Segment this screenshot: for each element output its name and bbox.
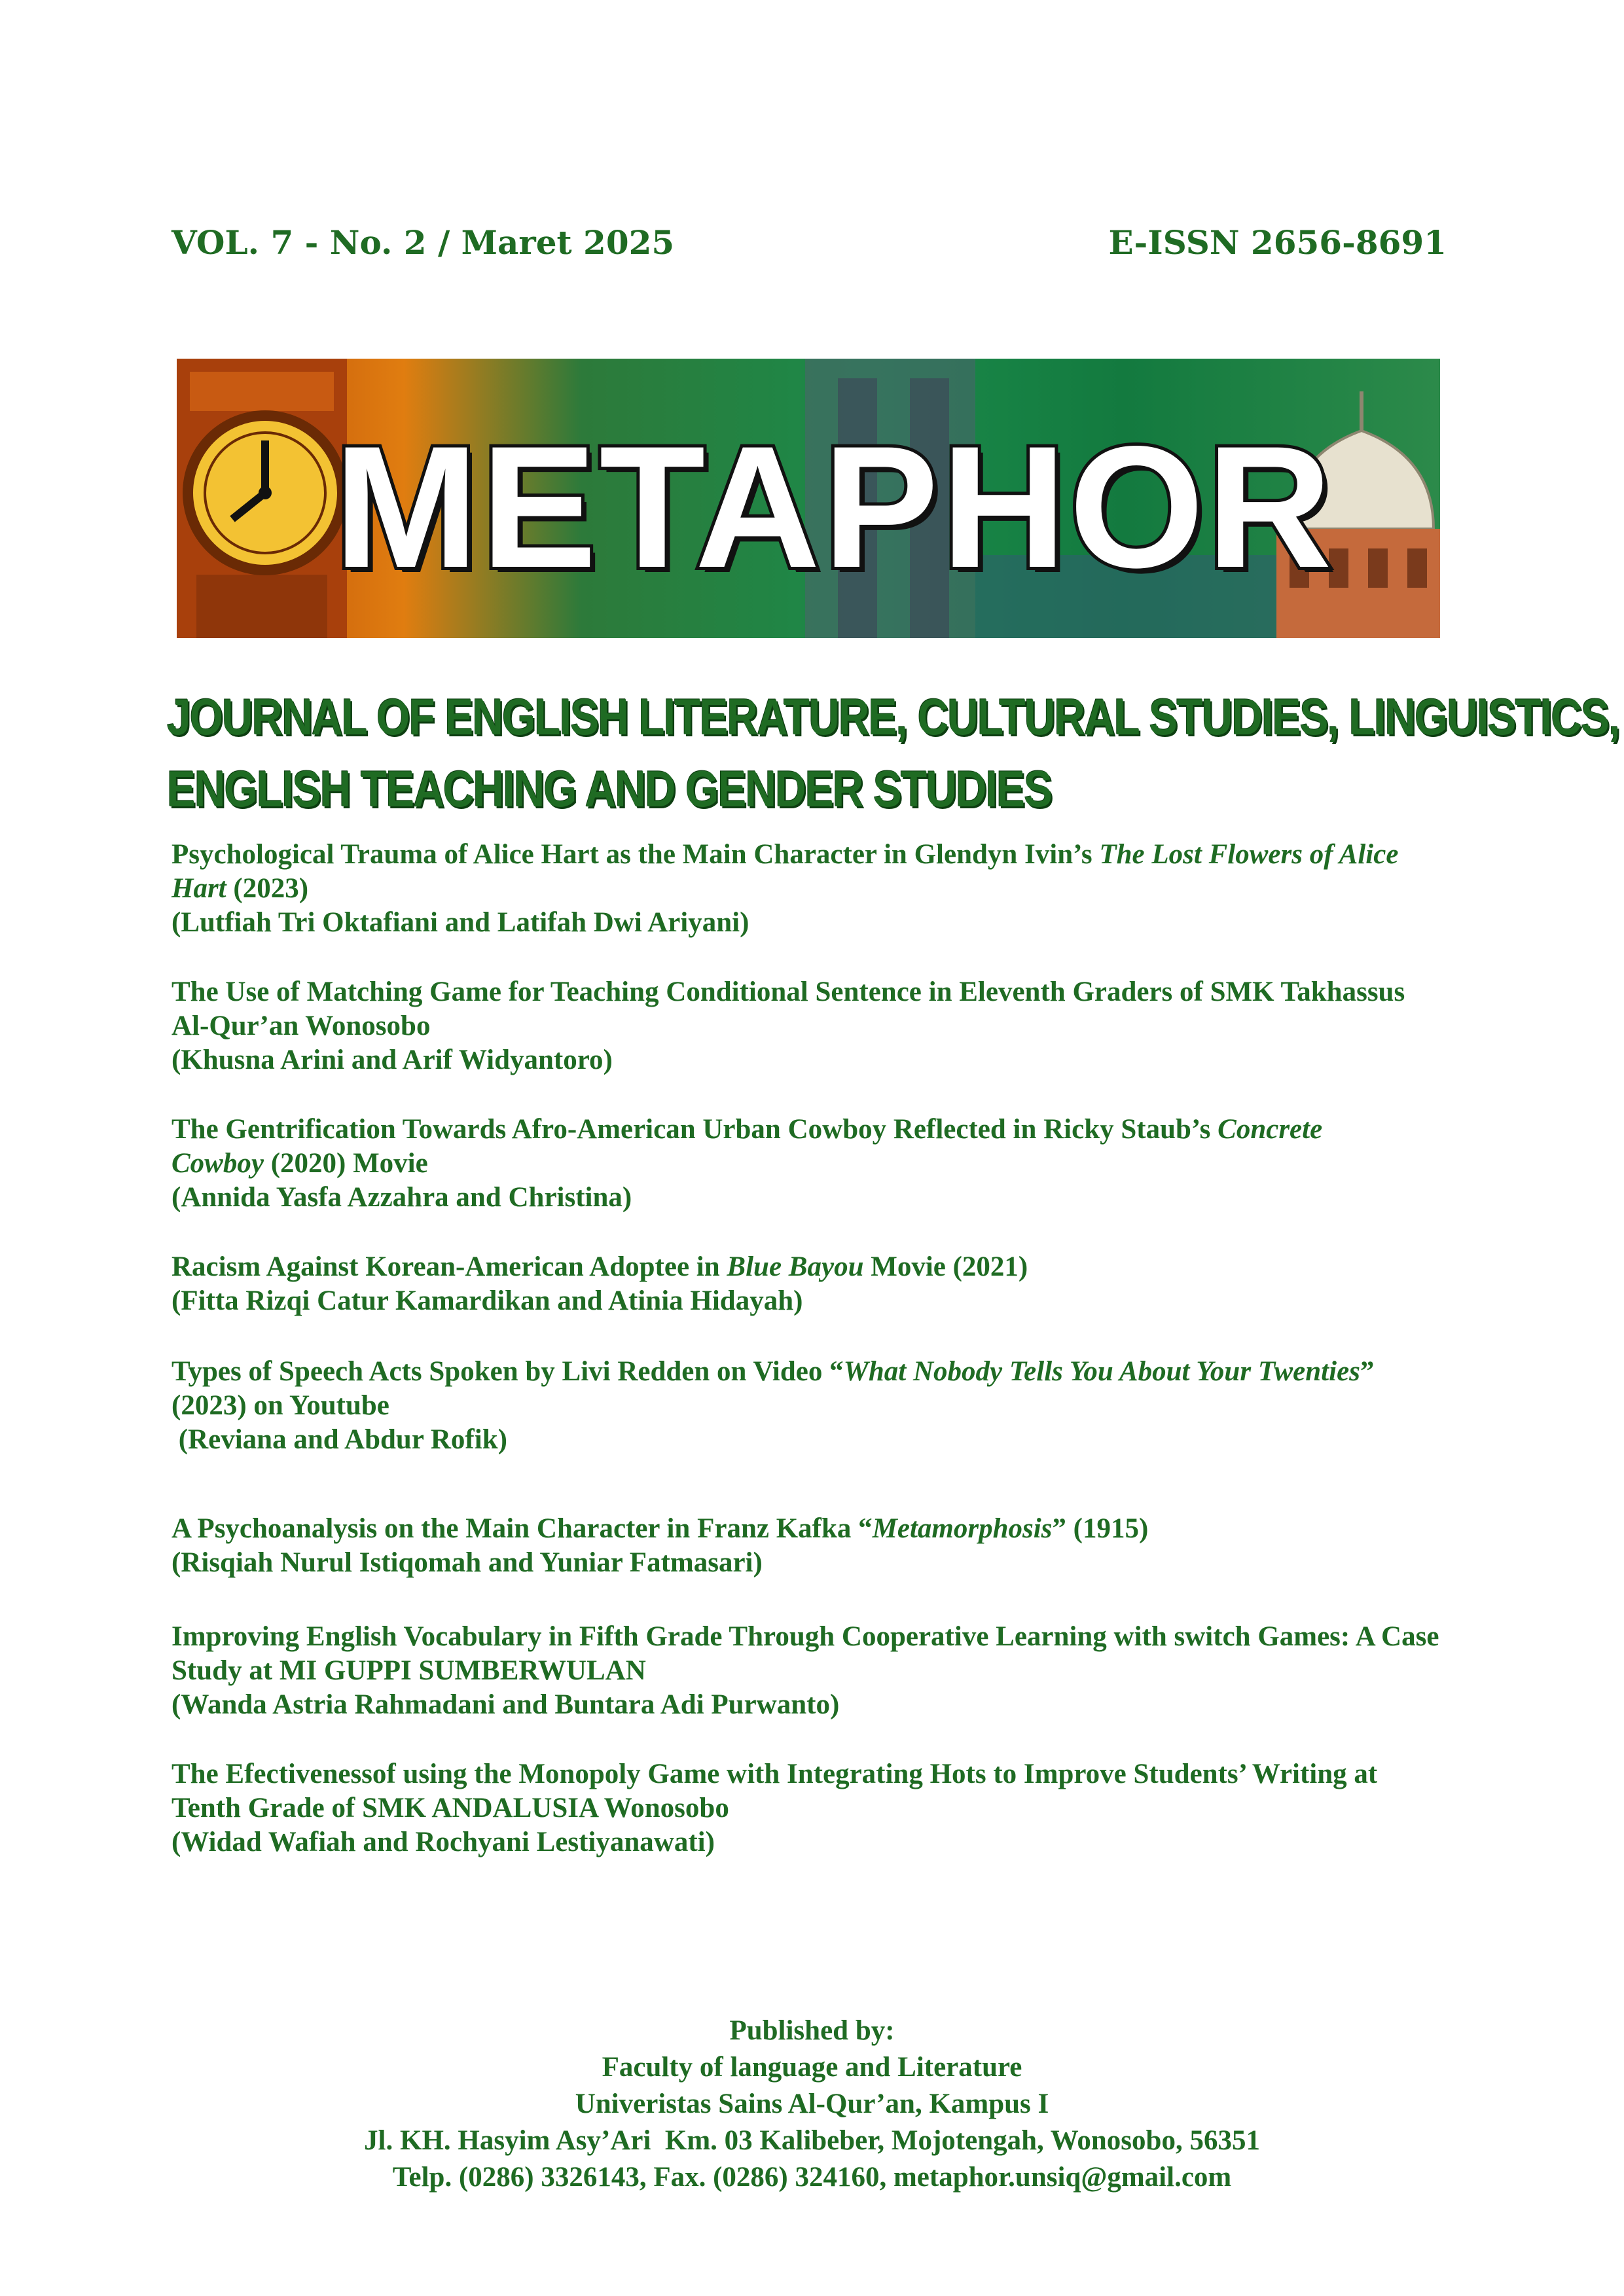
article-8 — [171, 1757, 1546, 1859]
banner-title: METAPHOR — [334, 410, 1335, 604]
article-authors: (Widad Wafiah and Rochyani Lestiyanawati) — [171, 1827, 715, 1857]
article-title-line: The Use of Matching Game for Teaching Conditional Sentence in Eleventh Graders of SMK Takhassus — [171, 977, 1405, 1007]
publisher-contact: Telp. (0286) 3326143, Fax. (0286) 324160, metaphor.unsiq@gmail.com — [392, 2162, 1232, 2193]
publisher-faculty: Faculty of language and Literature — [602, 2052, 1022, 2083]
journal-subtitle — [167, 681, 1619, 825]
article-title-line: Racism Against Korean-American Adoptee in Blue Bayou Movie (2021) — [171, 1251, 1028, 1282]
article-title-line: A Psychoanalysis on the Main Character in Franz Kafka “Metamorphosis” (1915) — [171, 1513, 1149, 1544]
journal-banner — [177, 359, 1440, 638]
article-title-line: Cowboy (2020) Movie — [171, 1148, 428, 1179]
article-authors: (Annida Yasfa Azzahra and Christina) — [171, 1182, 632, 1213]
article-authors: (Reviana and Abdur Rofik) — [171, 1424, 507, 1455]
publisher-address: Jl. KH. Hasyim Asy’Ari Km. 03 Kalibeber, Mojotengah, Wonosobo, 56351 — [364, 2125, 1260, 2156]
publisher-university: Univeristas Sains Al-Qur’an, Kampus I — [575, 2089, 1049, 2119]
article-title-line: (2023) on Youtube — [171, 1390, 389, 1421]
article-authors: (Risqiah Nurul Istiqomah and Yuniar Fatmasari) — [171, 1547, 763, 1578]
publisher-info — [0, 2013, 1624, 2196]
article-authors: (Fitta Rizqi Catur Kamardikan and Atinia Hidayah) — [171, 1285, 803, 1316]
article-title-line: The Efectivenessof using the Monopoly Game with Integrating Hots to Improve Students’ Writing at — [171, 1759, 1378, 1789]
article-title-line: Al-Qur’an Wonosobo — [171, 1011, 431, 1041]
article-3 — [171, 1113, 1546, 1215]
article-4 — [171, 1250, 1546, 1318]
article-5 — [171, 1355, 1546, 1457]
article-title-line: Study at MI GUPPI SUMBERWULAN — [171, 1655, 646, 1686]
article-title-line: Improving English Vocabulary in Fifth Grade Through Cooperative Learning with switch Games: A Case — [171, 1621, 1439, 1652]
article-2 — [171, 975, 1546, 1077]
article-title-line: Tenth Grade of SMK ANDALUSIA Wonosobo — [171, 1793, 729, 1823]
volume-info: VOL. 7 - No. 2 / Maret 2025 — [171, 223, 675, 262]
issn-info: E-ISSN 2656-8691 — [1108, 223, 1447, 262]
issue-header — [171, 216, 1447, 268]
article-title-line: Hart (2023) — [171, 873, 309, 904]
article-authors: (Lutfiah Tri Oktafiani and Latifah Dwi Ariyani) — [171, 907, 749, 938]
subtitle-line-1: JOURNAL OF ENGLISH LITERATURE, CULTURAL STUDIES, LINGUISTICS, — [167, 688, 1619, 745]
article-6 — [171, 1512, 1546, 1580]
article-authors: (Khusna Arini and Arif Widyantoro) — [171, 1045, 613, 1075]
article-title-line: Types of Speech Acts Spoken by Livi Redden on Video “What Nobody Tells You About Your Twenties” — [171, 1356, 1375, 1387]
publisher-label: Published by: — [729, 2015, 895, 2046]
article-title-line: Psychological Trauma of Alice Hart as the Main Character in Glendyn Ivin’s The Lost Flowers of Alice — [171, 839, 1399, 870]
article-1 — [171, 838, 1546, 940]
subtitle-line-2: ENGLISH TEACHING AND GENDER STUDIES — [167, 760, 1052, 817]
article-authors: (Wanda Astria Rahmadani and Buntara Adi Purwanto) — [171, 1689, 840, 1720]
article-7 — [171, 1620, 1546, 1722]
article-title-line: The Gentrification Towards Afro-American Urban Cowboy Reflected in Ricky Staub’s Concrete — [171, 1114, 1323, 1145]
